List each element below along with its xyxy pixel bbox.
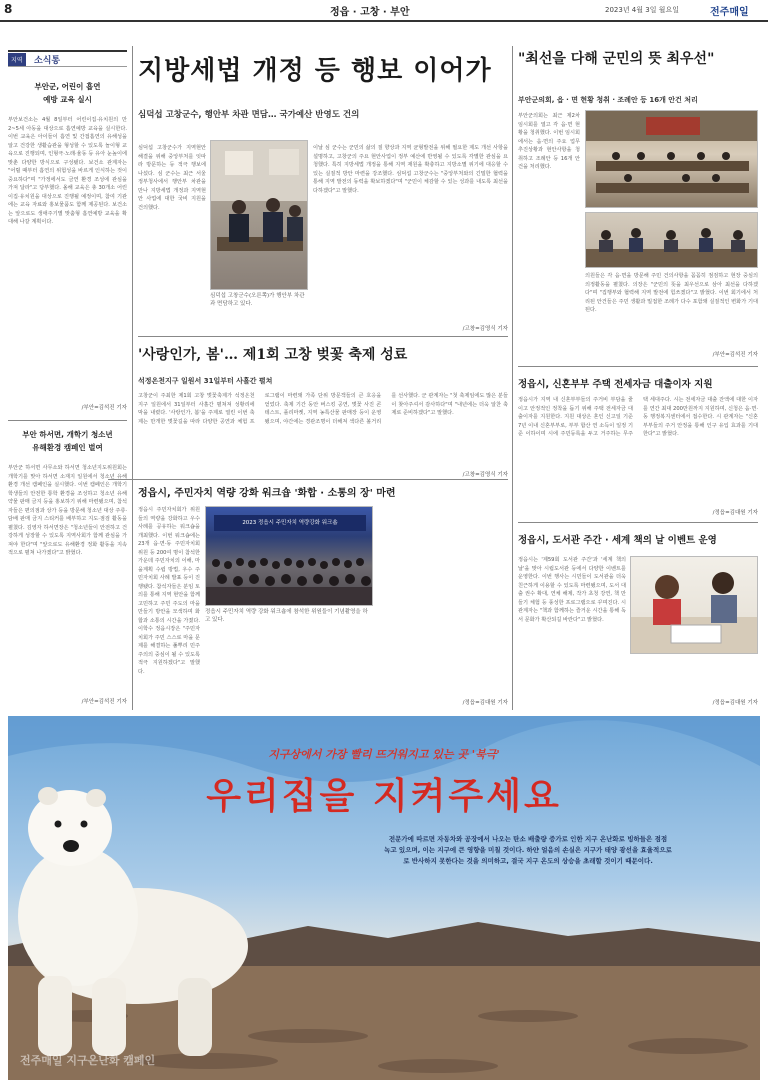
sidebar-item2-body: 부안군 하서면 사무소와 하서면 청소년지도위원회는 개학기를 맞아 하서면 소재지 일원에서 청소년 유해환경 개선 캠페인을 실시했다. 이번 캠페인은 개학기 학생들의 안전한 통학 환경을 조성하고 청소년 유해약물 판매 금지 등을 홍보하기 위해 마련됐으며, 참석자들은 편의점과 상가 등을 방문해 청소년 대상 주류·담배 판매 금지 스티커를 배부하고 지도·점검 활동을 펼쳤다. 김영자 하서면장은 "청소년들이 안전하고 건강하게 성장할 수 있도록 지역사회가 함께 관심을 가져야 한다"며 "앞으로도 유해환경 정화 활동을 지속적으로 펼쳐 나가겠다"고 밝혔다. xyxy=(8,465,127,556)
meeting-photo-illustration xyxy=(211,141,308,290)
sidebar-header xyxy=(8,50,127,67)
article5-credit: /정읍=김대원 기자 xyxy=(462,700,508,706)
column-rule xyxy=(512,46,513,710)
article1-credit: /고창=김영식 기자 xyxy=(462,326,508,332)
article6-body-cont xyxy=(630,658,758,698)
article5-headline: 정읍시, 주민자치 역량 강화 워크숍 '화합 · 소통의 장' 마련 xyxy=(138,488,396,499)
article5-photo xyxy=(205,506,373,606)
page-header xyxy=(0,0,768,22)
workshop-audience-illustration xyxy=(206,507,373,606)
ad-body: 전문가에 따르면 자동차와 공장에서 나오는 탄소 배출량 증가로 인한 지구 온난화로 빙하들은 점점 녹고 있으며, 이는 지구에 큰 영향을 미칠 것이다. 하얀 얼음의 손실은 지구가 태양 광선을 효율적으로 로 반사하지 못한다는 것을 의미하고, 결국 지구 온도의 상승을 초래할 것이기 때문이다. xyxy=(384,835,672,865)
article2-body-a: 부안군의회는 최근 제2차 임시회를 열고 각 읍·면 현황을 청취했다. 이번 임시회에서는 읍·면의 주요 업무 추진상황과 현안사항을 청취하고 조례안 등 16개 안건을 처리했다. xyxy=(518,113,580,170)
article1-headline: 지방세법 개정 등 행보 이어가 xyxy=(138,56,492,86)
article2-credit: /부안=김석진 기자 xyxy=(712,352,758,358)
divider xyxy=(518,366,758,367)
article3-headline: '사랑인가, 봄'… 제1회 고창 벚꽃 축제 성료 xyxy=(138,347,408,363)
article2-photo-2 xyxy=(585,212,758,268)
article1-caption: 심덕섭 고창군수(오른쪽)가 행안부 차관과 면담하고 있다. xyxy=(210,293,305,307)
article3-subhead: 석정온천지구 일원서 31일부터 사흘간 펼쳐 xyxy=(138,377,273,385)
article4-body: 정읍시가 지역 내 신혼부부들의 주거비 부담을 줄이고 안정적인 정착을 돕기 위해 주택 전세자금 대출이자를 지원한다. 지원 대상은 혼인 신고일 기준 7년 이내 신혼부부로, 부부 합산 연 소득이 일정 기준 이하이며 시에 주민등록을 두고 거주하는 무주택 세대주다. 시는 전세자금 대출 잔액에 대한 이자를 연간 최대 200만원까지 지원하며, 신청은 읍·면·동 행정복지센터에서 접수한다. 시 관계자는 "신혼부부들의 주거 안정을 통해 인구 유입 효과를 기대한다"고 밝혔다. xyxy=(518,397,758,437)
article4-credit: /정읍=김대원 기자 xyxy=(712,510,758,516)
sidebar-tag: 지역 xyxy=(8,53,26,66)
climate-ad xyxy=(8,716,760,1080)
article3-body: 고창군이 주최한 제1회 고창 벚꽃축제가 석정온천지구 일원에서 31일부터 사흘간 펼쳐져 성황리에 막을 내렸다. '사랑인가, 봄'을 주제로 열린 이번 축제는 만개한 벚꽃길을 따라 다양한 공연과 체험 프로그램이 마련돼 가족 단위 방문객들의 큰 호응을 얻었다. 축제 기간 동안 버스킹 공연, 벚꽃 사진 콘테스트, 플리마켓, 지역 농특산물 판매장 등이 운영됐으며, 야간에는 경관조명이 더해져 색다른 볼거리를 선사했다. 군 관계자는 "첫 축제임에도 많은 분들이 찾아주셔서 감사하다"며 "내년에는 더욱 알찬 축제로 준비하겠다"고 말했다. xyxy=(138,393,508,425)
sidebar-item2-title: 부안 하서면, 개학기 청소년 유해환경 캠페인 벌여 xyxy=(22,430,113,452)
article6-credit: /정읍=김대원 기자 xyxy=(712,700,758,706)
article5-body: 정읍시 주민자치회가 위원들의 역량을 강화하고 우수사례를 공유하는 워크숍을 개최했다. 이번 워크숍에는 23개 읍·면·동 주민자치회 위원 등 200여 명이 참석한 가운데 주민자치의 이해, 마을계획 수립 방법, 우수 주민자치회 사례 발표 등이 진행됐다. 참석자들은 분임 토의를 통해 지역 현안을 함께 고민하고 주민 주도의 마을 만들기 방안을 모색하며 화합과 소통의 시간을 가졌다. 이학수 정읍시장은 "주민자치회가 주민 스스로 마을 문제를 해결하는 풀뿌리 민주주의의 중심이 될 수 있도록 적극 지원하겠다"고 말했다. xyxy=(138,507,200,675)
issue-date: 2023년 4월 3일 월요일 xyxy=(605,6,679,14)
ad-watermark: 전주매일 지구온난화 캠페인 xyxy=(20,1054,156,1067)
divider xyxy=(518,522,758,523)
ad-headline: 우리집을 지켜주세요 xyxy=(206,776,562,817)
sidebar-item1-credit: /부안=김석진 기자 xyxy=(81,405,127,411)
newspaper-brand: 전주매일 xyxy=(710,7,749,18)
article4-headline: 정읍시, 신혼부부 주택 전세자금 대출이자 지원 xyxy=(518,379,713,390)
divider xyxy=(138,336,508,337)
article2-subhead: 부안군의회, 읍 · 면 현황 청취 · 조례안 등 16개 안건 처리 xyxy=(518,96,698,104)
council-members-illustration xyxy=(586,213,758,268)
article1-body-a: 심덕섭 고창군수가 지역현안 해결을 위해 중앙부처를 잇따라 방문하는 등 적극 행보에 나섰다. 심 군수는 최근 서울 정부청사에서 행안부 차관을 만나 지방세법 개정과 지역현안 사업에 대한 국비 지원을 건의했다. xyxy=(138,145,206,211)
divider xyxy=(8,420,127,421)
article2-photo-1 xyxy=(585,110,758,208)
page-number: 8 xyxy=(4,2,13,16)
article6-body: 정읍시는 '제59회 도서관 주간'과 '세계 책의 날'을 맞아 시립도서관 등에서 다양한 이벤트를 운영한다. 이번 행사는 시민들이 도서관을 더욱 친근하게 이용할 수 있도록 마련됐으며, 도서 대출 권수 확대, 연체 해제, 작가 초청 강연, 책 만들기 체험 등 풍성한 프로그램으로 꾸며진다. 시 관계자는 "책과 함께하는 즐거운 시간을 통해 독서 문화가 확산되길 바란다"고 밝혔다. xyxy=(518,557,626,623)
article6-photo xyxy=(630,556,758,654)
divider xyxy=(108,479,508,480)
article3-credit: /고창=김영식 기자 xyxy=(462,472,508,478)
article5-caption: 정읍시 주민자치 역량 강화 워크숍에 참석한 위원들이 기념촬영을 하고 있다. xyxy=(205,609,368,623)
workshop-banner: 2023 정읍시 주민자치 역량강화 워크숍 xyxy=(214,515,366,531)
ad-kicker: 지구상에서 가장 빨리 뜨거워지고 있는 곳 '북극' xyxy=(268,748,500,761)
article1-body-b: 이날 심 군수는 군민의 삶의 질 향상과 지역 균형발전을 위해 필요한 제도 개선 사항을 설명하고, 고창군의 주요 현안사업이 정부 예산에 반영될 수 있도록 각별한 관심을 요청했다. 특히 지방세법 개정을 통해 지역 재원을 확충하고 지방소멸 위기에 대응할 수 있는 실질적 방안 마련을 강조했다. 심덕섭 고창군수는 "중앙부처와의 긴밀한 협력을 통해 지역 발전의 동력을 확보하겠다"며 "군민이 체감할 수 있는 성과를 내도록 최선을 다하겠다"고 말했다. xyxy=(313,145,508,194)
section-title: 정읍 · 고창 · 부안 xyxy=(330,7,410,18)
article5-body-cont xyxy=(378,506,508,696)
article1-subhead: 심덕섭 고창군수, 행안부 차관 면담… 국가예산 반영도 건의 xyxy=(138,110,360,120)
article6-headline: 정읍시, 도서관 주간 · 세계 책의 날 이벤트 운영 xyxy=(518,535,717,546)
sidebar-title: 소식통 xyxy=(34,56,61,66)
article2-body-b: 의원들은 각 읍·면을 방문해 주민 건의사항을 꼼꼼히 점검하고 현장 중심의 의정활동을 펼쳤다. 의장은 "군민의 뜻을 최우선으로 삼아 최선을 다하겠다"며 "집행부와 협력해 지역 발전에 힘쓰겠다"고 밝혔다. 이번 회기에서 처리된 안건들은 주민 생활과 밀접한 조례가 다수 포함돼 실질적인 변화가 기대된다. xyxy=(585,273,758,313)
sidebar-item2-credit: /부안=김석진 기자 xyxy=(81,699,127,705)
column-rule xyxy=(132,46,133,710)
article1-photo xyxy=(210,140,308,290)
council-session-illustration xyxy=(586,111,758,208)
sidebar-item1-body: 부안보건소는 4월 8일부터 어린이집·유치원의 만 2~5세 아동을 대상으로 흡연예방 교육을 실시한다. 이번 교육은 아이들이 흡연 및 간접흡연의 유해성을 알고 건강한 생활습관을 형성할 수 있도록 놀이형 교육으로 진행되며, 인형극·노래·율동 등 유아 눈높이에 맞춘 다양한 방식으로 구성됐다. 보건소 관계자는 "어릴 때부터 흡연의 위험성을 바르게 인식하는 것이 중요하다"며 "가정에서도 금연 환경 조성에 관심을 가져 달라"고 당부했다. 올해 교육은 총 30개소 어린이집·유치원을 대상으로 진행될 예정이며, 참여 기관에는 교육 자료와 홍보물품도 함께 제공된다. 보건소는 앞으로도 생애주기별 맞춤형 흡연예방 교육을 확대해 나갈 계획이다. xyxy=(8,117,127,225)
article2-headline: "최선을 다해 군민의 뜻 최우선" xyxy=(518,51,715,67)
sidebar-item1-title: 부안군, 어린이 흡연 예방 교육 실시 xyxy=(34,82,101,104)
children-drawing-illustration xyxy=(631,557,758,654)
